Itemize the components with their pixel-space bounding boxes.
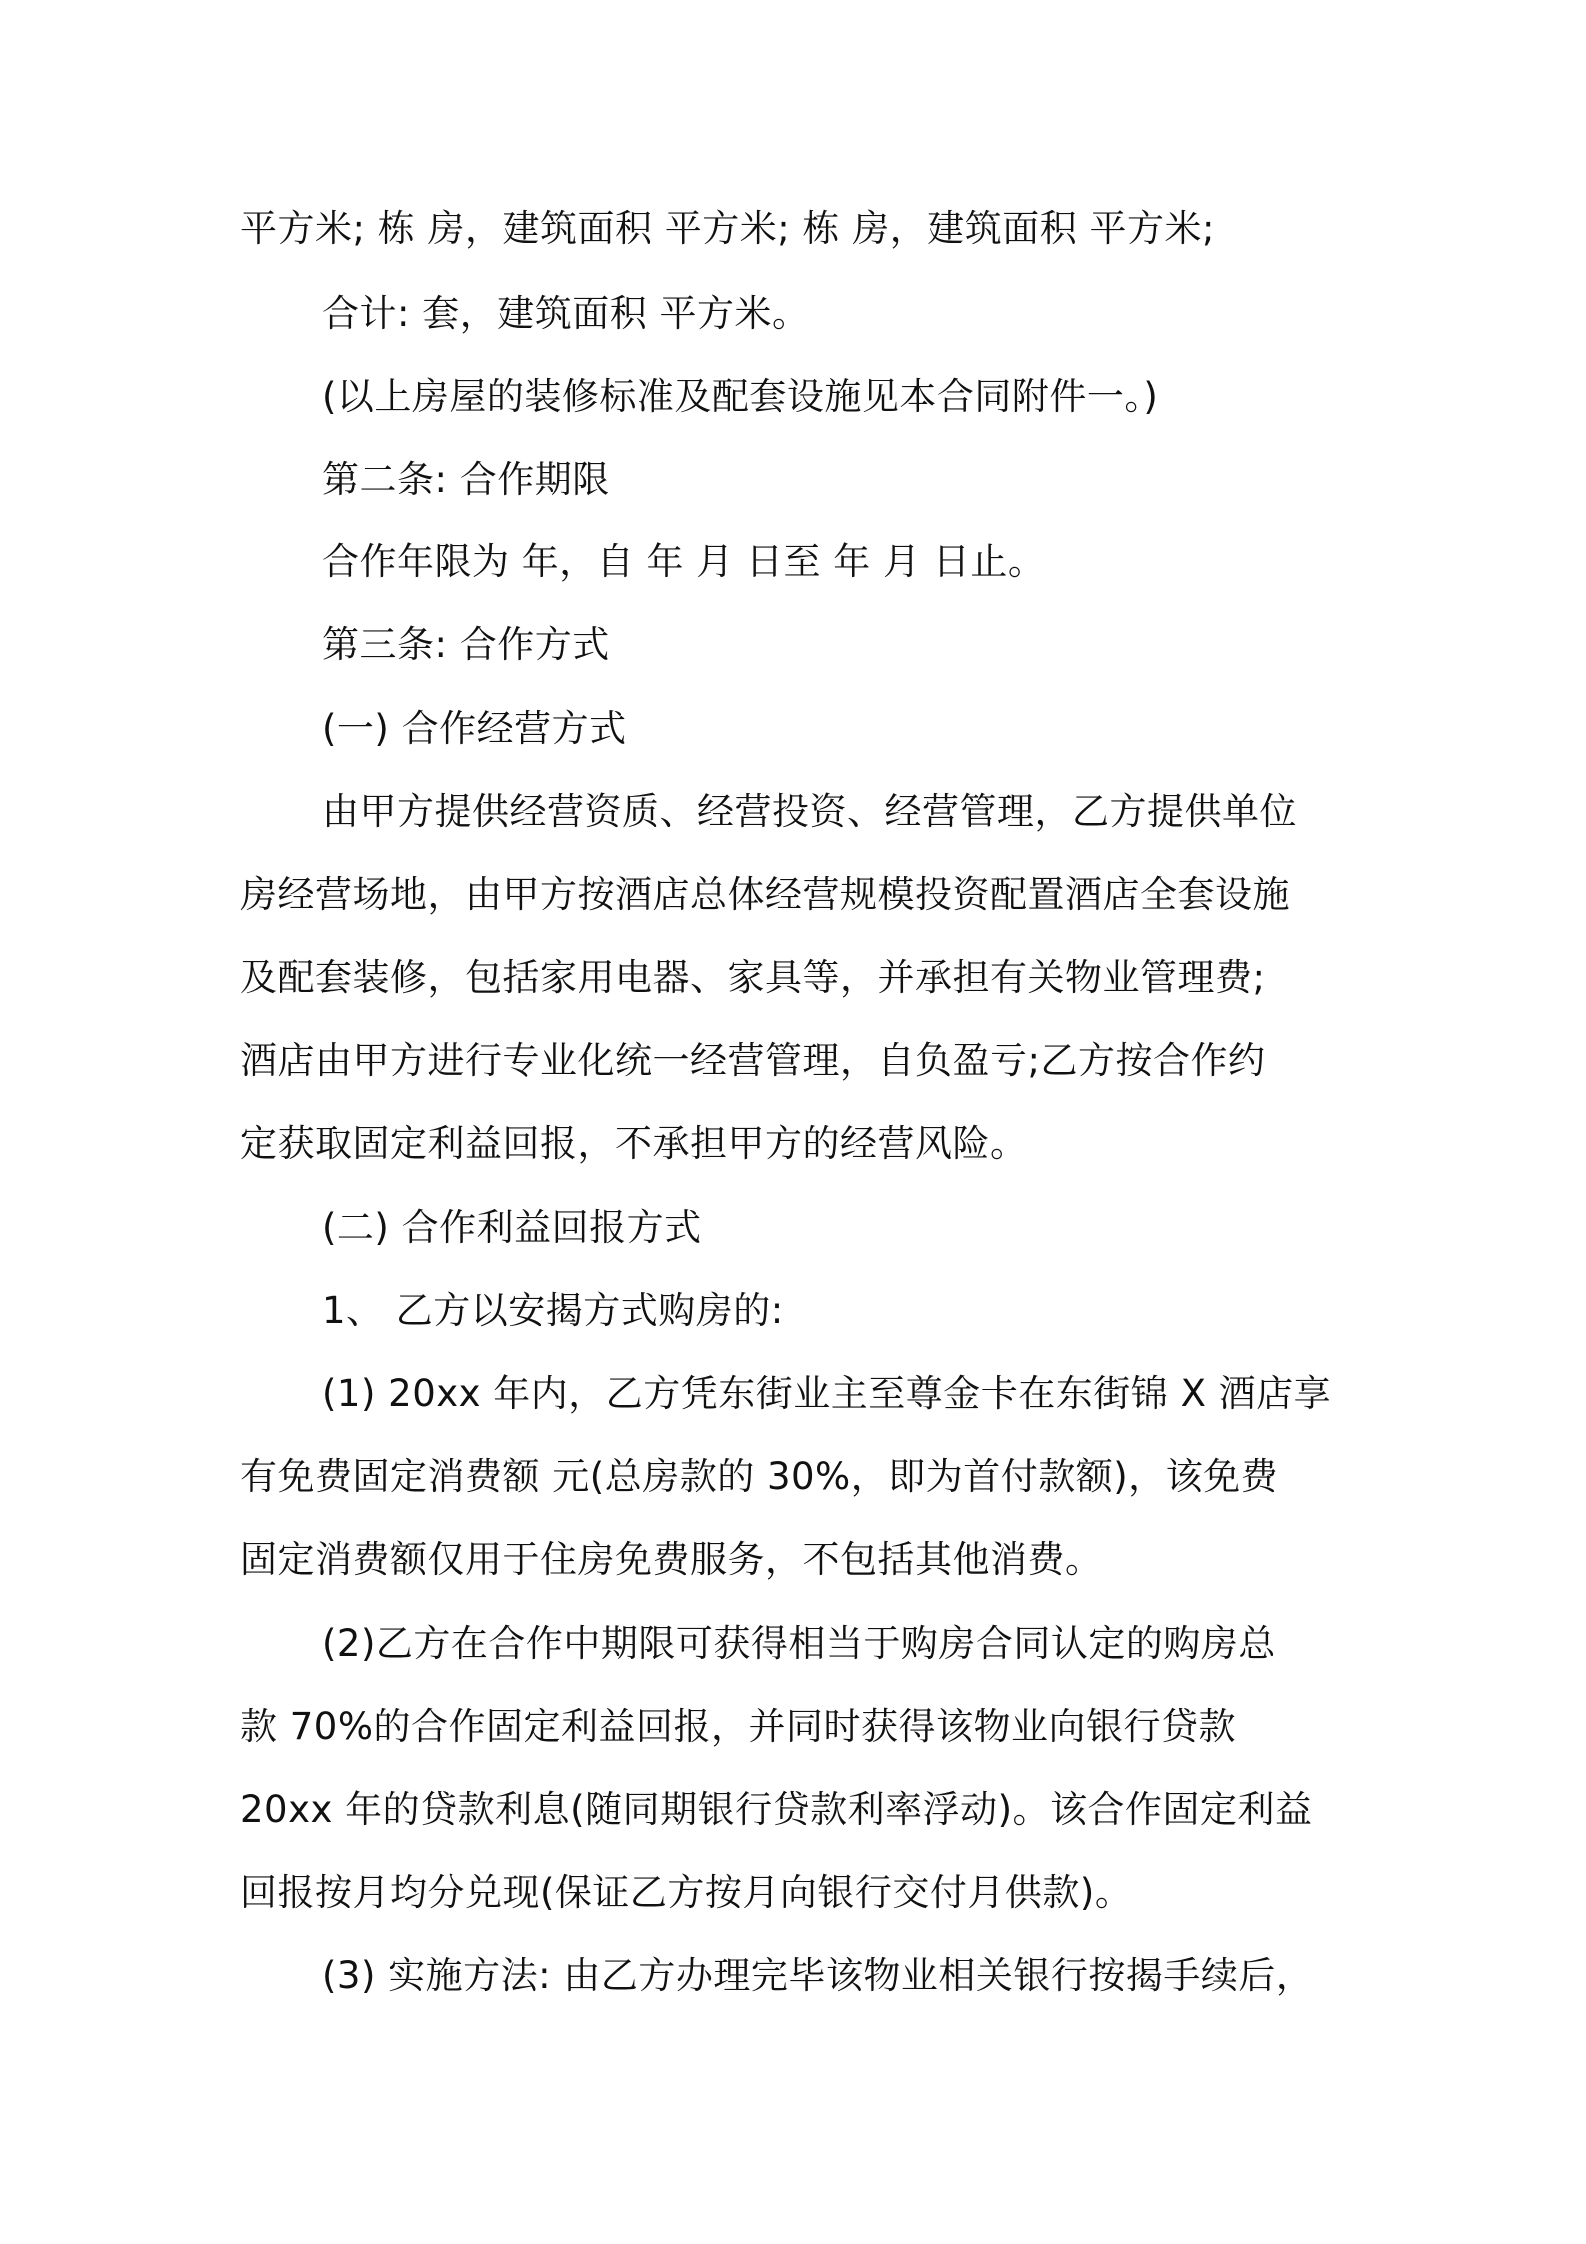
section-heading-3: 第三条: 合作方式 (322, 623, 610, 666)
text-line-19: 款 70%的合作固定利益回报，并同时获得该物业向银行贷款 (240, 1705, 1236, 1748)
text-line-11: 酒店由甲方进行专业化统一经营管理，自负盈亏;乙方按合作约 (240, 1039, 1266, 1082)
subsection-heading-2: (二) 合作利益回报方式 (322, 1206, 702, 1249)
text-line-2: 合计: 套，建筑面积 平方米。 (322, 292, 810, 335)
text-line-9: 房经营场地，由甲方按酒店总体经营规模投资配置酒店全套设施 (240, 873, 1290, 916)
subsection-heading-1: (一) 合作经营方式 (322, 707, 627, 750)
section-heading-2: 第二条: 合作期限 (322, 458, 610, 501)
text-line-5: 合作年限为 年，自 年 月 日至 年 月 日止。 (322, 540, 1046, 583)
text-line-10: 及配套装修，包括家用电器、家具等，并承担有关物业管理费; (240, 956, 1266, 999)
text-line-14: 1、 乙方以安揭方式购房的: (322, 1289, 784, 1332)
text-line-20: 20xx 年的贷款利息(随同期银行贷款利率浮动)。该合作固定利益 (240, 1788, 1313, 1831)
text-line-15: (1) 20xx 年内，乙方凭东街业主至尊金卡在东街锦 X 酒店享 (322, 1372, 1332, 1415)
text-line-8: 由甲方提供经营资质、经营投资、经营管理，乙方提供单位 (322, 790, 1297, 833)
text-line-1: 平方米; 栋 房，建筑面积 平方米; 栋 房，建筑面积 平方米; (240, 207, 1215, 250)
text-line-16: 有免费固定消费额 元(总房款的 30%，即为首付款额)，该免费 (240, 1455, 1279, 1498)
text-line-3: (以上房屋的装修标准及配套设施见本合同附件一。) (322, 375, 1159, 418)
text-line-21: 回报按月均分兑现(保证乙方按月向银行交付月供款)。 (240, 1871, 1133, 1914)
text-line-18: (2)乙方在合作中期限可获得相当于购房合同认定的购房总 (322, 1622, 1276, 1665)
text-line-17: 固定消费额仅用于住房免费服务，不包括其他消费。 (240, 1538, 1103, 1581)
text-line-22: (3) 实施方法: 由乙方办理完毕该物业相关银行按揭手续后， (322, 1954, 1314, 1997)
text-line-12: 定获取固定利益回报，不承担甲方的经营风险。 (240, 1122, 1028, 1165)
